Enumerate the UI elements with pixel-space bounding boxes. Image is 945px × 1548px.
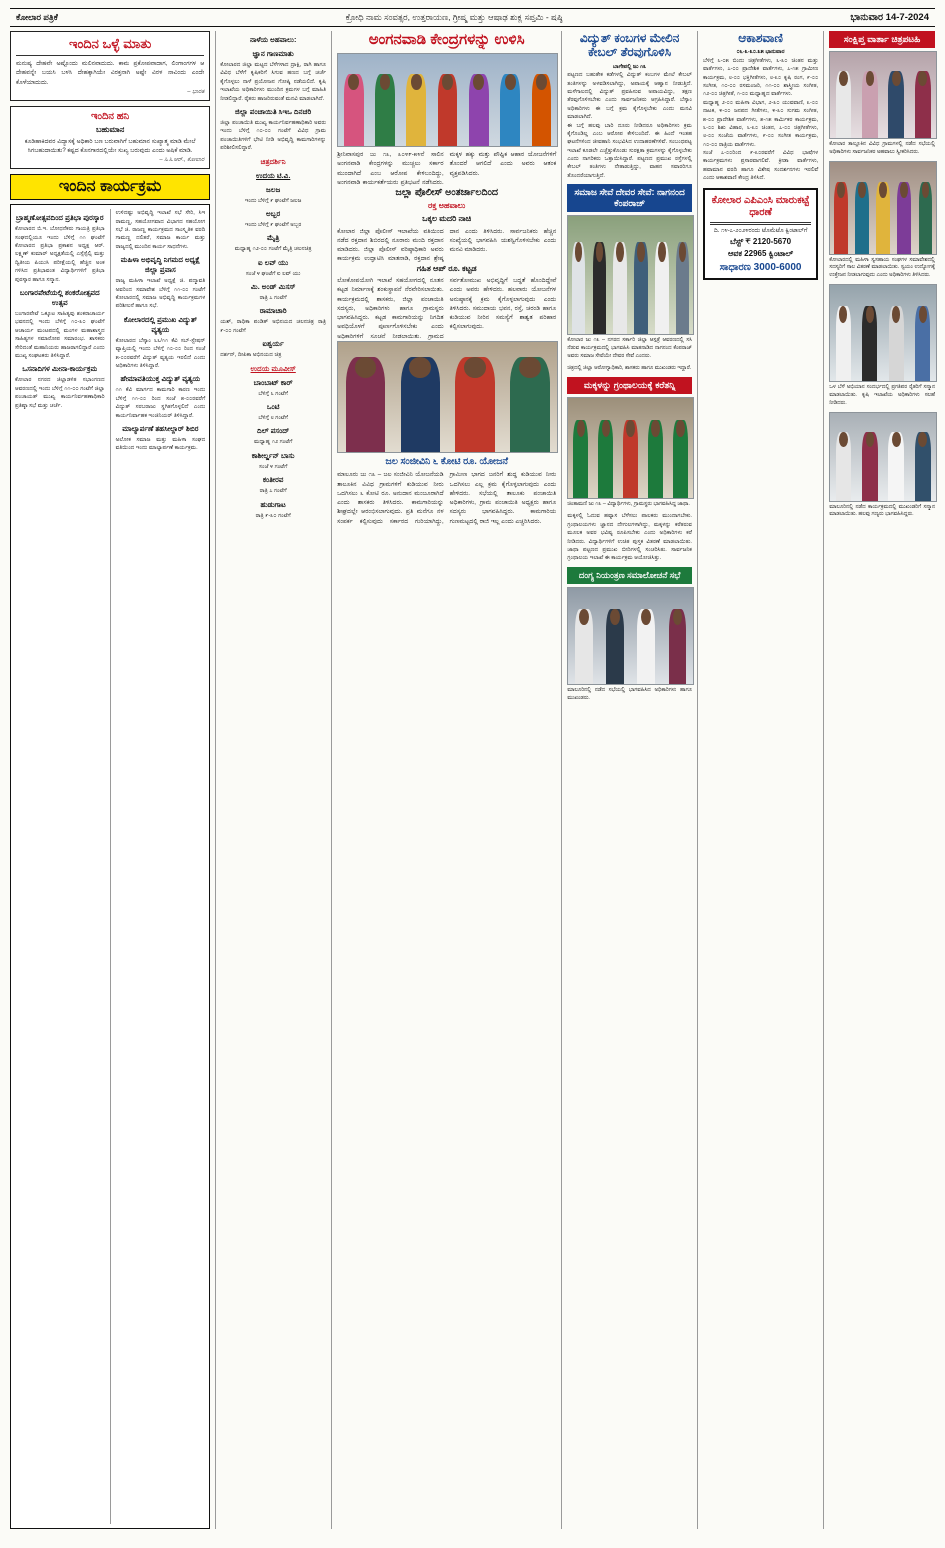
prog-body-2: ಬಂಗಾರಪೇಟೆ ಒಕ್ಕೂಟ ಸಾಹಿತ್ಯವು ಶಂಕರಾಚಾರ್ಯ ಭವನದಲ್ಲಿ ಇಂದು ಬೆಳಿಗ್ಗೆ ೧೦-೩೦ ಘಂಟೆಗೆ ಆಚಾರ್ಯ ಮಂಟಪದಲ್ಲಿ ಮಂಗಳ ಮಹಾಶಾಸ್ತ್ರದ ಸಾಹಿತ್ಯಗಳ ಸಮಾರೋಪ ಸಮಾರಂಭ. ಶಾಸಕರು ಸೇರಿದಂತೆ ಮಹಾನಿಯರು ಹಾಜರಾಗಲಿದ್ದಾರೆ ಎಂದು ಮುಖ್ಯ ಸಂಘಟಕರು ತಿಳಿಸಿದ್ದಾರೆ. <box>15 310 105 359</box>
listing-head-0: ನಾಳೆಯ ಅಹವಾಲು: <box>249 35 297 44</box>
photo-caption-2: ಚಿಂತಾಮಣಿ ಜು ೧೩ – ವಿದ್ಯಾರ್ಥಿಗಳು, ಗ್ರಾಮಸ್ಥರು ಭಾಗವಹಿಸಿದ್ದ ಜಾಥಾ. <box>567 500 690 507</box>
listing-head-5: ಮೈತ್ರಿ <box>266 233 280 243</box>
prog-body-7: ೧೧ ಕೆವಿ ಮಾರ್ಗದ ಕಾಮಗಾರಿ ಕಾರಣ ಇಂದು ಬೆಳಿಗ್ಗೆ ೧೧-೦೦ ರಿಂದ ಸಂಜೆ ೫-೦೦ರವರೆಗೆ ವಿದ್ಯುತ್ ಸರಬರಾಜು ಸ್ಥಗಿತಗೊಳ್ಳಲಿದೆ ಎಂದು ಕಾರ್ಯನಿರ್ವಾಹಕ ಇಂಜಿನಿಯರ್ ತಿಳಿಸಿದ್ದಾರೆ. <box>115 387 206 419</box>
column-main-story <box>331 31 556 1529</box>
listing-head-3: ಜಲಜ <box>266 184 281 194</box>
ad-price-avg: ಸಾಧಾರಣ 3000-6000 <box>719 261 802 273</box>
prog-head-2: ಬಂಗಾರಪೇಟೆಯಲ್ಲಿ ಶಂಕರೋತ್ಸವದ ಉತ್ಸವ <box>19 287 100 307</box>
listing-sub-2: ಉದಯ ಟಿ.ವಿ. <box>256 170 291 180</box>
sub-headline-2: ಗಹಿತ ಆಪ್ ರೂ. ಕಟ್ಟಡ <box>416 263 477 273</box>
photo-caption-3: ಮಾಲೂರಿನಲ್ಲಿ ನಡೆದ ಸಭೆಯಲ್ಲಿ ಭಾಗವಹಿಸಿದ ಅಧಿಕಾರಿಗಳು ಹಾಗೂ ಮುಖಂಡರು. <box>567 686 692 701</box>
photo-caption-1: ಕೋಲಾರ ಜು ೧೩ – ನಗರದ ಸರ್ಕಾರಿ ಜಿಲ್ಲಾ ಆಸ್ಪತ್ರೆ ಆವರಣದಲ್ಲಿ ಸಸಿ ನೆಡುವ ಕಾರ್ಯಕ್ರಮದಲ್ಲಿ ಭಾಗವಹಿಸಿ ಮಾತನಾಡಿದ ನಾಗನಂದ ಕೆಂಪರಾಜ್ ಅವರು ಸಮಾಜ ಸೇವೆಯೇ ದೇವರ ಸೇವೆ ಎಂದರು. <box>567 337 692 359</box>
page-grid <box>10 31 935 1529</box>
radio-body-2: ಮಧ್ಯಾಹ್ನ ೨-೦೦ ಮಹಿಳಾ ವಿಭಾಗ, ೨-೩೦ ಯುವವಾಣಿ, ೩-೦೦ ನಾಟಕ, ೪-೦೦ ಜನಪದ ಗೀತೆಗಳು, ೪-೩೦ ಸುಗಮ ಸಂಗೀತ, ೫-೦೦ ಪ್ರಾದೇಶಿಕ ವಾರ್ತೆಗಳು, ೫-೧೫ ಕಾರ್ಮಿಕರ ಕಾರ್ಯಕ್ರಮ, ೬-೦೦ ಶಿಶು ವಿಹಾರ, ೬-೩೦ ಚಿಂತನ, ೭-೦೦ ಚಿತ್ರಗೀತೆಗಳು, ೮-೦೦ ಸಂಜೆಯ ವಾರ್ತೆಗಳು, ೯-೦೦ ಸಂಗೀತ ಕಾರ್ಯಕ್ರಮ, ೧೦-೦೦ ರಾತ್ರಿಯ ವಾರ್ತೆಗಳು. <box>702 99 819 148</box>
radio-body-1: ಬೆಳಿಗ್ಗೆ ೬-೦೫ ಬಿಂದು ಚಿತ್ರಗೀತೆಗಳು, ೬-೩೦ ಚಿಂತನ ಮತ್ತು ವಾರ್ತೆಗಳು, ೭-೦೦ ಪ್ರಾದೇಶಿಕ ವಾರ್ತೆಗಳು, ೭-೧೫ ಗ್ರಾಮೀಣ ಕಾರ್ಯಕ್ರಮ, ೮-೦೦ ಭಕ್ತಿಗೀತೆಗಳು, ೮-೩೦ ಕೃಷಿ ರಂಗ, ೯-೦೦ ಸಂಗೀತ, ೧೦-೦೦ ರಸಮಂಜರಿ, ೧೧-೦೦ ಶಾಸ್ತ್ರೀಯ ಸಂಗೀತ, ೧೨-೦೦ ಚಿತ್ರಗೀತೆ, ೧-೦೦ ಮಧ್ಯಾಹ್ನದ ವಾರ್ತೆಗಳು. <box>702 57 819 98</box>
main-lead: ಶ್ರೀನಿವಾಸಪುರ ಜು ೧೩, ೩೦೪೯-೫೪ನೆ ಸಾಲಿನ ಅಂಗನವಾಡಿ ಕೇಂದ್ರಗಳನ್ನು ಮುಚ್ಚಲು ಸರ್ಕಾರ ಮುಂದಾಗಿದೆ ಎಂಬ ಆರೋಪ ಕೇಳಿಬಂದಿದ್ದು, ಅಂಗನವಾಡಿ ಕಾರ್ಯಕರ್ತೆಯರು ಪ್ರತಿಭಟನೆ ನಡೆಸಿದರು. ಮಕ್ಕಳ ಹಕ್ಕು ಮತ್ತು ಪೌಷ್ಟಿಕ ಆಹಾರ ಯೋಜನೆಗಳಿಗೆ ತೊಂದರೆ ಆಗಲಿದೆ ಎಂದು ಅವರು ಆತಂಕ ವ್ಯಕ್ತಪಡಿಸಿದರು. <box>337 151 557 186</box>
gallery-caption-2: ಕೋಲಾರದಲ್ಲಿ ಮಹಿಳಾ ಸ್ವಸಹಾಯ ಸಂಘಗಳ ಸಮಾವೇಶದಲ್ಲಿ ಸದಸ್ಯರಿಗೆ ಸಾಲ ವಿತರಣೆ ಮಾಡಲಾಯಿತು. ಸ್ವಯಂ ಉದ್ಯೋಗಕ್ಕೆ ಉತ್ತೇಜನ ನೀಡಲಾಗುವುದು ಎಂದು ಅಧಿಕಾರಿಗಳು ತಿಳಿಸಿದರು. <box>829 256 936 279</box>
masthead-almanac: ಕ್ರೋಧಿ ನಾಮ ಸಂವತ್ಸರ, ಉತ್ತರಾಯಣ, ಗ್ರೀಷ್ಮ ಮತ್ತು ಆಷಾಢ ಶುಕ್ಲ ಸಪ್ತಮಿ - ಷಷ್ಠಿ <box>345 12 563 22</box>
prog-head-8: ಮಾಲ್ಯಾರ್ಪಣೆ ತಹಸೀಲ್ದಾರ್ ಶಿಬಿರ <box>122 423 199 433</box>
photo-plantation <box>567 215 694 335</box>
dateline: ಬಾಗೇಪಲ್ಲಿ ಜು ೧೩ <box>612 63 647 70</box>
photo-figures <box>568 609 693 684</box>
column-photo-gallery <box>823 31 935 1529</box>
column-secondary <box>561 31 692 1529</box>
photo-figures <box>830 432 936 501</box>
programme-col-2 <box>110 209 206 1524</box>
divider <box>16 55 204 56</box>
masthead-title: ಕೋಲಾರ ಪತ್ರಿಕೆ <box>16 12 58 22</box>
prog-body-1: ಕೋಲಾರದ ಬಿ.ಇ. ಬೋಧನೆಕರು ಗಾಯತ್ರಿ ಪ್ರತಿಭಾ ಸಂಘದಲ್ಲಿಯೂ ಇಂದು ಬೆಳಿಗ್ಗೆ ೧೧ ಘಂಟೆಗೆ ಕೋಲಾರದ ಪ್ರತಿಭಾ ಪ್ರಕಾಶನ ಅಧ್ಯಕ್ಷ ಆರ್. ಲಕ್ಷ್ಮಣ್ ಕುಮಾರ್ ಅಧ್ಯಕ್ಷತೆಯಲ್ಲಿ ಎಸ್ಸೆಸ್ಸೆಲ್ಸಿ ಮತ್ತು ದ್ವಿತೀಯ ಪಿಯುಸಿ ಪರೀಕ್ಷೆಯಲ್ಲಿ ಹೆಚ್ಚಿನ ಅಂಕ ಗಳಿಸಿದ ಪ್ರತಿಭಾವಂತ ವಿದ್ಯಾರ್ಥಿಗಳಿಗೆ ಪ್ರತಿಭಾ ಪುರಸ್ಕಾರ ಹಾಗೂ ಸನ್ಮಾನ. <box>15 226 105 283</box>
apmc-price-ad <box>703 188 818 280</box>
droplet-text: ಕೂಡಿಹಾಕಿದವರ ವಿದ್ಯಾಸಕ್ಕೆ ಅಧಿಕಾರಿ ಬಣ ಬರುವಾಗಿಗೆ ಬಹುಮಾನ ಸುಖ್ಯಾತ್ಮ ಮಾಡಿ ಮೇಲೆ ಸಿಗಬಹುದಾಯಿತು? ಕಷ್ಟದ ಕೊನಗಾರದಲ್ಲಿಯೇ ಸುಖ್ಯ ಬರುವುದು ಎಂದು ಅಷಿಕೆ ಮಾಡಿ. <box>24 137 196 154</box>
prog-head-6: ಕೋಲಾರದಲ್ಲಿ ಪ್ರಮುಖ ವಿದ್ಯುತ್ ವ್ಯತ್ಯಯ <box>123 314 198 334</box>
main-body-3: ಮಾಲೂರು ಜು ೧೩ – ಜಲ ಸಂಜೀವಿನಿ ಯೋಜನೆಯಡಿ ತಾಲೂಕಿನ ವಿವಿಧ ಗ್ರಾಮಗಳಿಗೆ ಕುಡಿಯುವ ನೀರು ಒದಗಿಸಲು ೬ ಕೋಟಿ ರೂ. ಅನುದಾನ ಮಂಜೂರಾಗಿದೆ ಎಂದು ಶಾಸಕರು ತಿಳಿಸಿದರು. ಕಾಮಗಾರಿಯನ್ನು ಶೀಘ್ರದಲ್ಲೇ ಆರಂಭಿಸಲಾಗುವುದು. ಪ್ರತಿ ಮನೆಗೂ ನಳ ಸಂಪರ್ಕ ಕಲ್ಪಿಸುವುದು ಸರ್ಕಾರದ ಗುರಿಯಾಗಿದ್ದು, ಗ್ರಾಮೀಣ ಭಾಗದ ಜನರಿಗೆ ಶುದ್ಧ ಕುಡಿಯುವ ನೀರು ಒದಗಿಸಲು ಎಲ್ಲ ಕ್ರಮ ಕೈಗೊಳ್ಳಲಾಗುವುದು ಎಂದು ಹೇಳಿದರು. ಸಭೆಯಲ್ಲಿ ತಾಲೂಕು ಪಂಚಾಯಿತಿ ಅಧಿಕಾರಿಗಳು, ಗ್ರಾಮ ಪಂಚಾಯಿತಿ ಅಧ್ಯಕ್ಷರು ಹಾಗೂ ಸದಸ್ಯರು ಭಾಗವಹಿಸಿದ್ದರು. ಕಾಮಗಾರಿಯ ಗುಣಮಟ್ಟದಲ್ಲಿ ರಾಜಿ ಇಲ್ಲ ಎಂದು ಎಚ್ಚರಿಸಿದರು. <box>337 471 557 525</box>
secondary-body-2: ಈ ಬಗ್ಗೆ ಹಲವು ಬಾರಿ ದೂರು ನೀಡಿದರೂ ಅಧಿಕಾರಿಗಳು ಕ್ರಮ ಕೈಗೊಂಡಿಲ್ಲ ಎಂಬ ಆರೋಪ ಕೇಳಿಬಂದಿದೆ. ಈ ಹಿಂದೆ ಇಂತಹ ಘಟನೆಗಳಿಂದ ಜೀವಹಾನಿ ಸಂಭವಿಸಿದ ಉದಾಹರಣೆಗಳಿವೆ. ಸಂಬಂಧಪಟ್ಟ ಇಲಾಖೆ ಕೂಡಲೇ ಎಚ್ಚೆತ್ತುಕೊಂಡು ಸುರಕ್ಷತಾ ಕ್ರಮಗಳನ್ನು ಕೈಗೊಳ್ಳಬೇಕು ಎಂದು ನಾಗರಿಕರು ಒತ್ತಾಯಿಸಿದ್ದಾರೆ. ಪಟ್ಟಣದ ಪ್ರಮುಖ ರಸ್ತೆಗಳಲ್ಲಿ ಕೇಬಲ್ ತಂತಿಗಳು ನೇತಾಡುತ್ತಿದ್ದು, ವಾಹನ ಸವಾರರಿಗೂ ತೊಂದರೆಯಾಗುತ್ತಿದೆ. <box>567 122 692 179</box>
prog-head-7: ಹೇಮಾವತಿಯುಕ್ತ ವಿದ್ಯುತ್ ವ್ಯತ್ಯಯ <box>120 374 201 384</box>
column-left <box>10 31 210 1529</box>
ad-price-best: ಬೆಸ್ಟ್ ₹ 2120-5670 <box>730 236 792 246</box>
listing-body-4: ಇಂದು ಬೆಳಿಗ್ಗೆ ೯ ಘಂಟೆಗೆ ಅಬ್ಬರ <box>244 221 302 228</box>
listing-body-1: ಜಿಲ್ಲಾ ಪಂಚಾಯಿತಿ ಮುಖ್ಯ ಕಾರ್ಯನಿರ್ವಹಣಾಧಿಕಾರಿ ಅವರು ಇಂದು ಬೆಳಿಗ್ಗೆ ೧೦-೦೦ ಗಂಟೆಗೆ ವಿವಿಧ ಗ್ರಾಮ ಪಂಚಾಯಿತಿಗಳಿಗೆ ಭೇಟಿ ನೀಡಿ ಅಭಿವೃದ್ಧಿ ಕಾಮಗಾರಿಗಳನ್ನು ಪರಿಶೀಲಿಸಲಿದ್ದಾರೆ. <box>220 119 327 152</box>
main-body-1: ಕೋಲಾರ ಜಿಲ್ಲಾ ಪೊಲೀಸ್ ಇಲಾಖೆಯ ವತಿಯಿಂದ ನಡೆದ ರಕ್ತದಾನ ಶಿಬಿರದಲ್ಲಿ ನೂರಾರು ಮಂದಿ ರಕ್ತದಾನ ಮಾಡಿದರು. ಜಿಲ್ಲಾ ಪೊಲೀಸ್ ವರಿಷ್ಠಾಧಿಕಾರಿ ಅವರು ಕಾರ್ಯಕ್ರಮ ಉದ್ಘಾಟಿಸಿ ಮಾತನಾಡಿ, ರಕ್ತದಾನ ಶ್ರೇಷ್ಠ ದಾನ ಎಂದು ತಿಳಿಸಿದರು. ಸಾರ್ವಜನಿಕರು ಹೆಚ್ಚಿನ ಸಂಖ್ಯೆಯಲ್ಲಿ ಭಾಗವಹಿಸಿ ಯಶಸ್ವಿಗೊಳಿಸಬೇಕು ಎಂದು ಮನವಿ ಮಾಡಿದರು. <box>337 227 557 263</box>
listing-body-0: ಕೋಲಾರದ ಜಿಲ್ಲಾ ಮಟ್ಟದ ಬೆಳೆಗಳಾದ ದ್ರಾಕ್ಷಿ, ರಾಗಿ ಹಾಗೂ ವಿವಿಧ ಬೆಳೆಗೆ ಕೃಷಿಕರಿಗೆ ಸಿಗುವ ಹಣದ ಬಗ್ಗೆ ಚರ್ಚೆ ಕೈಗೊಳ್ಳಲು ನಾಳೆ ಪ್ರಯೋಜನ ಗೋಷ್ಠಿ ನಡೆಯಲಿದೆ. ಕೃಷಿ ಇಲಾಖೆಯ ಅಧಿಕಾರಿಗಳು ಮುಂದಿನ ಕ್ರಮಗಳ ಬಗ್ಗೆ ಮಾಹಿತಿ ನೀಡಲಿದ್ದಾರೆ. ರೈತರು ಹಾಜರಿರುವಂತೆ ಮನವಿ ಮಾಡಲಾಗಿದೆ. <box>220 62 327 102</box>
secondary-body-4: ಮಕ್ಕಳಲ್ಲಿ ಓದುವ ಹವ್ಯಾಸ ಬೆಳೆಸಲು ಪಾಲಕರು ಮುಂದಾಗಬೇಕು. ಗ್ರಂಥಾಲಯಗಳು ಜ್ಞಾನದ ದೇಗುಲಗಳಾಗಿದ್ದು, ಮಕ್ಕಳನ್ನು ಕರೆತರುವ ಮೂಲಕ ಅವರ ಭವಿಷ್ಯ ರೂಪಿಸಬೇಕು ಎಂದು ಅಧಿಕಾರಿಗಳು ಕರೆ ನೀಡಿದರು. ವಿದ್ಯಾರ್ಥಿಗಳಿಗೆ ಉಚಿತ ಪುಸ್ತಕ ವಿತರಣೆ ಮಾಡಲಾಯಿತು. ಜಾಥಾ ಪಟ್ಟಣದ ಪ್ರಮುಖ ಬೀದಿಗಳಲ್ಲಿ ಸಂಚರಿಸಿತು. ಸಾರ್ವಜನಿಕ ಗ್ರಂಥಾಲಯ ಇಲಾಖೆ ಈ ಕಾರ್ಯಕ್ರಮ ಆಯೋಜಿಸಿತ್ತು. <box>567 513 692 562</box>
listing-sub-0: ಜ್ಞಾನ ಗಾಣಮಾತು <box>252 49 294 58</box>
listing-head-14: ಕಾಶೀರ್ಲ್ಡನ್ ಬಾಸು <box>251 450 295 460</box>
photo-gallery-1 <box>829 51 937 139</box>
secondary-headline: ವಿದ್ಯುತ್ ಕಂಬಗಳ ಮೇಲಿನ ಕೇಬಲ್ ತೆರವುಗೊಳಿಸಿ <box>579 31 680 60</box>
listing-head-10: ಉದಯ ಮೂವೀಸ್ <box>250 363 296 373</box>
listing-head-16: ಹುಡುಗಾಟ <box>260 499 286 509</box>
gallery-banner: ಸಂಕ್ಷಿಪ್ತ ವಾರ್ತಾ ಚಿತ್ರಪಟಹಿ <box>829 31 935 48</box>
listing-head-4: ಅಬ್ಬರ <box>266 208 281 218</box>
listing-body-9: ದರ್ಶನ್, ದೀಪಿಕಾ ಅಭಿನಯದ ಚಿತ್ರ <box>220 352 282 359</box>
listing-body-6: ಸಂಜೆ ೪ ಘಂಟೆಗೆ ಐ ಲವ್ ಯು <box>245 270 301 277</box>
ad-arrival: ಆವಕ 22965 ಕ್ವಿಂಟಾಲ್ <box>727 248 794 258</box>
prog-head-1: ಬ್ರಾಹ್ಮಣೋತ್ಸವದಿಂದ ಪ್ರತಿಭಾ ಪುರಸ್ಕಾರ <box>15 213 104 223</box>
masthead <box>10 8 935 27</box>
ad-title: ಕೋಲಾರ ಎಪಿಎಂಸಿ ಮಾರುಕಟ್ಟೆ ಧಾರಣೆ <box>711 194 810 218</box>
listing-head-1: ಜಿಲ್ಲಾ ಪಂಚಾಯಿತಿ ಸಿಇಒ ದಿನಚರಿ <box>235 106 312 116</box>
listing-body-11: ಬೆಳಿಗ್ಗೆ ೬ ಗಂಟೆಗೆ <box>258 390 288 397</box>
ad-line-1: ದಿ. ೧೪-೭-೨೦೨೪ರಂದು ಟೊಮೆಟೊ ಕ್ವಿಂಟಾಲ್‌ಗೆ <box>713 227 808 234</box>
photo-women-group <box>337 341 558 453</box>
prog-body-5: ರಾಜ್ಯ ಮಹಿಳಾ ಇಲಾಖೆ ಅಧ್ಯಕ್ಷೆ ಜಿ. ಪದ್ಮಾವತಿ ಅವರಿಂದ ಸಮಾವೇಶ ಬೆಳಿಗ್ಗೆ ೧೧-೦೦ ಗಂಟೆಗೆ ಕೋಲಾರದಲ್ಲಿ ಸಮಾಜ ಅಭಿವೃದ್ಧಿ ಕಾರ್ಯಕ್ರಮಗಳ ಪರಿಶೀಲನೆ ಹಾಗೂ ಸಭೆ. <box>115 278 206 310</box>
radio-headline: ಆಕಾಶವಾಣಿ <box>738 31 783 45</box>
banner-meeting: ದಂಗ್ಯ ನಿಯಂತ್ರಣ ಸಮಾಲೋಚನೆ ಸಭೆ <box>567 567 692 584</box>
prog-body-8: ಅಲೋಕ ಸಮಾಜ ಮತ್ತು ಮಹಿಳಾ ಸಂಘದ ವತಿಯಿಂದ ಇಂದು ಮಾಲ್ಯಾರ್ಪಣೆ ಕಾರ್ಯಕ್ರಮ. <box>115 436 206 452</box>
photo-figures <box>568 242 693 334</box>
listing-body-14: ಸಂಜೆ ೪ ಗಂಟೆಗೆ <box>259 463 288 470</box>
radio-body-3: ಸಂಜೆ ೭-೦೦ರಿಂದ ೯-೩೦ರವರೆಗೆ ವಿವಿಧ ಭಾಷೆಗಳ ಕಾರ್ಯಕ್ರಮಗಳು ಪ್ರಸಾರವಾಗಲಿವೆ. ಕ್ರೀಡಾ ವಾರ್ತೆಗಳು, ಹವಾಮಾನ ವರದಿ ಹಾಗೂ ವಿಶೇಷ ಸಂದರ್ಶನಗಳು ಇರಲಿವೆ ಎಂದು ಆಕಾಶವಾಣಿ ಕೇಂದ್ರ ತಿಳಿಸಿದೆ. <box>702 150 819 182</box>
photo-anganwadi <box>337 53 558 147</box>
listing-body-8: ಯಶ್, ರಾಧಿಕಾ ಪಂಡಿತ್ ಅಭಿನಯದ ಚಲನಚಿತ್ರ ರಾತ್ರಿ ೯-೦೦ ಗಂಟೆಗೆ <box>220 319 327 334</box>
prog-body-4: ಉಳಿದಷ್ಟು ಅಭಿವೃದ್ಧಿ ಇಲಾಖೆ ಸಭೆ ಸೇರಿ, ಸಿಇ ರಾಮಣ್ಣ, ಸಹಯೋಗವಾದ ವಿಭಾಗದ ಸಹಯೋಗ ಸಭೆ ಜಿ. ರಾಜಣ್ಣ ಕಾರ್ಯಕ್ರಮದ ಸಾಂಸ್ಕೃತಿಕ ವರದಿ ಗಾಮಣ್ಣ ದಲಿತರೆ, ಸಮಾಜ ಕಾರ್ಯ ಮತ್ತು ರಾಜ್ಯದಲ್ಲಿ ಮುಂದಿನ ಕಾರ್ಯ ಸಾಧನೆಗಳು. <box>115 210 206 250</box>
listing-head-13: ದಿಲ್ ಪಸಂದ್ <box>257 426 290 436</box>
listing-head-12: ಒಂಟಿ <box>266 402 280 412</box>
prog-head-5: ಮಹಿಳಾ ಅಭಿವೃದ್ಧಿ ನಿಗಮದ ಅಧ್ಯಕ್ಷೆ ಜಿಲ್ಲಾ ಪ್ರವಾಸ <box>120 255 201 275</box>
photo-figures <box>830 306 936 381</box>
column-radio <box>697 31 818 1529</box>
masthead-date: ಭಾನುವಾರ 14-7-2024 <box>850 12 929 23</box>
main-headline: ಅಂಗನವಾಡಿ ಕೇಂದ್ರಗಳನ್ನು ಉಳಿಸಿ <box>368 31 525 48</box>
secondary-body-1: ಪಟ್ಟಣದ ಬಹುತೇಕ ಕಡೆಗಳಲ್ಲಿ ವಿದ್ಯುತ್ ಕಂಬಗಳ ಮೇಲೆ ಕೇಬಲ್ ತಂತಿಗಳನ್ನು ಅಳವಡಿಸಲಾಗಿದ್ದು, ಅಪಾಯಕ್ಕೆ ಆಹ್ವಾನ ನೀಡುತ್ತಿದೆ. ಮಳೆಗಾಲದಲ್ಲಿ ವಿದ್ಯುತ್ ಪ್ರವಹಿಸುವ ಅಪಾಯವಿದ್ದು, ತಕ್ಷಣ ತೆರವುಗೊಳಿಸಬೇಕು ಎಂದು ಸಾರ್ವಜನಿಕರು ಆಗ್ರಹಿಸಿದ್ದಾರೆ. ಬೆಸ್ಕಾಂ ಅಧಿಕಾರಿಗಳು ಈ ಬಗ್ಗೆ ಕ್ರಮ ಕೈಗೊಳ್ಳಬೇಕು ಎಂದು ಮನವಿ ಮಾಡಲಾಗಿದೆ. <box>567 72 692 121</box>
droplet-subtitle: ಬಹುಮಾನ <box>95 124 125 134</box>
listing-body-12: ಬೆಳಿಗ್ಗೆ ೮ ಗಂಟೆಗೆ <box>258 415 288 422</box>
photo-figures <box>338 74 557 146</box>
listing-head-7: ಮಿ. ಅಂಡ್ ಮಿಸಸ್ <box>250 282 296 292</box>
listing-head-11: ಬಾಂಬಾಟ್ ಕಾರ್ <box>253 377 293 387</box>
sub-headline-1b: ರಕ್ತ ಅಹವಾಲು <box>428 201 466 211</box>
good-word-title: ಇಂದಿನ ಒಳ್ಳೆ ಮಾತು <box>69 36 152 51</box>
prog-body-3: ಕೋಲಾರ ನಗರದ ಜಿಲ್ಲಾಡಳಿತ ಸಭಾಂಗಣದ ಆವರಣದಲ್ಲಿ ಇಂದು ಬೆಳಿಗ್ಗೆ ೧೧-೦೦ ಗಂಟೆಗೆ ಜಿಲ್ಲಾ ಪಂಚಾಯತ್ ಮುಖ್ಯ ಕಾರ್ಯನಿರ್ವಹಣಾಧಿಕಾರಿ ಪ್ರತಿಷ್ಠಾ ಸಭೆ ಮತ್ತು ಚರ್ಚೆ. <box>15 377 105 409</box>
listing-head-6: ಐ ಲವ್ ಯು <box>258 257 289 267</box>
listing-head-2: ಚಿತ್ರದರ್ಶಿನಿ <box>260 156 286 166</box>
listing-body-13: ಮಧ್ಯಾಹ್ನ ೧೨ ಗಂಟೆಗೆ <box>254 439 293 446</box>
divider <box>710 222 811 225</box>
listing-body-3: ಇಂದು ಬೆಳಿಗ್ಗೆ ೯ ಘಂಟೆಗೆ ಜಲಜ <box>244 197 302 204</box>
programme-col-1 <box>15 209 105 1524</box>
banner-library: ಮಕ್ಕಳನ್ನು ಗ್ರಂಥಾಲಯಕ್ಕೆ ಕರೆತನ್ನಿ <box>567 377 692 394</box>
gallery-caption-1: ಕೋಲಾರ ತಾಲ್ಲೂಕಿನ ವಿವಿಧ ಗ್ರಾಮಗಳಲ್ಲಿ ನಡೆದ ಸಭೆಯಲ್ಲಿ ಅಧಿಕಾರಿಗಳು ಸಾರ್ವಜನಿಕರ ಅಹವಾಲು ಸ್ವೀಕರಿಸಿದರು. <box>829 141 936 155</box>
listing-head-9: ಐಶ್ವರ್ಯ <box>262 339 284 349</box>
photo-gallery-4 <box>829 412 937 502</box>
sub-headline-1: ಜಲ್ಲಾ ಪೊಲೀಸ್ ಅಂತರ್ಜಾಲದಿಂದ <box>395 187 498 198</box>
photo-caption-1b: ಚಿತ್ರದಲ್ಲಿ ಜಿಲ್ಲಾ ಆರೋಗ್ಯಾಧಿಕಾರಿ, ಶಾಸಕರು ಹಾಗೂ ಮುಖಂಡರು ಇದ್ದಾರೆ. <box>567 364 692 371</box>
listing-body-7: ರಾತ್ರಿ ೭ ಗಂಟೆಗೆ <box>259 295 287 302</box>
column-tv-listings <box>215 31 326 1529</box>
good-word-box <box>10 31 210 101</box>
droplet-title: ಇಂದಿನ ಹನಿ <box>91 110 130 122</box>
good-word-sign: – ಭಾರತ <box>187 88 205 95</box>
listing-body-5: ಮಧ್ಯಾಹ್ನ ೧೨-೦೦ ಗಂಟೆಗೆ ಮೈತ್ರಿ ಚಲನಚಿತ್ರ <box>234 246 312 253</box>
listing-body-16: ರಾತ್ರಿ ೯-೩೦ ಗಂಟೆಗೆ <box>255 512 291 519</box>
photo-figures <box>338 357 557 452</box>
sub-headline-3: ಜಲ ಸಂಜೀವಿನಿ ೬ ಕೋಟಿ ರೂ. ಯೋಜನೆ <box>385 455 509 467</box>
photo-meeting <box>567 587 694 685</box>
photo-figures <box>568 420 693 498</box>
gallery-caption-4: ಮಾಲೂರಿನಲ್ಲಿ ನಡೆದ ಕಾರ್ಯಕ್ರಮದಲ್ಲಿ ಮುಖಂಡರಿಗೆ ಸನ್ಮಾನ ಮಾಡಲಾಯಿತು. ಹಲವು ಗಣ್ಯರು ಭಾಗವಹಿಸಿದ್ದರು. <box>829 503 936 518</box>
gallery-caption-3: ಒಳ ಬೆಳೆ ಅಭಿಯಾನ ಸಂದರ್ಭದಲ್ಲಿ ಪ್ರಗತಿಪರ ರೈತರಿಗೆ ಸನ್ಮಾನ ಮಾಡಲಾಯಿತು. ಕೃಷಿ ಇಲಾಖೆಯ ಅಧಿಕಾರಿಗಳು ಸಲಹೆ ನೀಡಿದರು. <box>829 384 936 406</box>
programme-box <box>10 204 210 1529</box>
droplet-sign: – ಸಿ.ಸಿ.ಆರ್., ಕೋಲಾರ <box>159 157 205 164</box>
main-body-2: ಲೋಕೋಪಯೋಗಿ ಇಲಾಖೆ ಸಹಯೋಗದಲ್ಲಿ ನೂತನ ಕಟ್ಟಡ ನಿರ್ಮಾಣಕ್ಕೆ ಶಂಕುಸ್ಥಾಪನೆ ನೆರವೇರಿಸಲಾಯಿತು. ಕಾರ್ಯಕ್ರಮದಲ್ಲಿ ಶಾಸಕರು, ಜಿಲ್ಲಾ ಪಂಚಾಯಿತಿ ಸದಸ್ಯರು, ಅಧಿಕಾರಿಗಳು ಹಾಗೂ ಗ್ರಾಮಸ್ಥರು ಭಾಗವಹಿಸಿದ್ದರು. ಕಟ್ಟಡ ಕಾಮಗಾರಿಯನ್ನು ನಿಗದಿತ ಅವಧಿಯೊಳಗೆ ಪೂರ್ಣಗೊಳಿಸಬೇಕು ಎಂದು ಅಧಿಕಾರಿಗಳಿಗೆ ಸೂಚನೆ ನೀಡಲಾಯಿತು. ಗ್ರಾಮದ ಸರ್ವತೋಮುಖ ಅಭಿವೃದ್ಧಿಗೆ ಬದ್ಧತೆ ಹೊಂದಿದ್ದೇವೆ ಎಂದು ಅವರು ಹೇಳಿದರು. ಹಲವಾರು ಯೋಜನೆಗಳ ಅನುಷ್ಠಾನಕ್ಕೆ ಕ್ರಮ ಕೈಗೊಳ್ಳಲಾಗುವುದು ಎಂದು ತಿಳಿಸಿದರು. ಸಮುದಾಯ ಭವನ, ರಸ್ತೆ, ಚರಂಡಿ ಹಾಗೂ ಕುಡಿಯುವ ನೀರಿನ ಸಮಸ್ಯೆಗೆ ಶಾಶ್ವತ ಪರಿಹಾರ ಕಲ್ಪಿಸಲಾಗುವುದು. <box>337 277 557 340</box>
good-word-text: ಮನುಷ್ಯ ದೇಹವೇ ಅಷ್ಟೊಂದು ಮಲಿನವಾದುದು. ಕಾಮ ಪ್ರಕೋಪವಾದಾಗ, ಲಿಂಗಾಂಗಗಳ ಆ ದೇಹವನ್ನೇ ಬಯಸಿ ಬಳಸಿ ದೇಹಕ್ಕಾಗಿಯೇ ವಿರಕ್ತನಾಗಿ ಅಷ್ಟೇ ವಿರಳ ನಾವಿಂದು ಎಂದೇ ಕೊಳೆಯಾದುದು. <box>16 60 205 86</box>
listing-head-15: ಕಂತೀರವ <box>262 475 284 485</box>
droplet-box <box>10 106 210 170</box>
photo-gallery-3 <box>829 284 937 382</box>
sub-headline-1c: ಒಕ್ಕಲ ಮದರಿ ನಾಚಿ <box>422 213 472 223</box>
photo-figures <box>830 71 936 138</box>
prog-head-3: ಒಸನಾದಿಗಳ ಮೀನಾ-ಕಾರ್ಯಕ್ರಮ <box>22 364 98 374</box>
prog-body-6: ಕೋಲಾರದ ಬೆಸ್ಕಾಂ ೬೬/೧೧ ಕೆವಿ ಸಬ್-ಸ್ಟೇಷನ್ ವ್ಯಾಪ್ತಿಯಲ್ಲಿ ಇಂದು ಬೆಳಿಗ್ಗೆ ೧೦-೦೦ ರಿಂದ ಸಂಜೆ ೫-೦೦ರವರೆಗೆ ವಿದ್ಯುತ್ ವ್ಯತ್ಯಯ ಇರಲಿದೆ ಎಂದು ಅಧಿಕಾರಿಗಳು ತಿಳಿಸಿದ್ದಾರೆ. <box>115 337 206 369</box>
listing-head-8: ರಾಮಾಚಾರಿ <box>259 306 287 316</box>
banner-social-service: ಸಮಾಜ ಸೇವೆ ದೇವರ ಸೇವೆ: ನಾಗನಂದ ಕೆಂಪರಾಜ್ <box>567 184 692 212</box>
photo-figures <box>830 182 936 254</box>
listing-body-15: ರಾತ್ರಿ ೭ ಗಂಟೆಗೆ <box>259 488 287 495</box>
photo-library-rally <box>567 397 694 499</box>
radio-times: ೦೬-೩-೩೦.೩೫ ಭಾನುವಾರ <box>736 49 785 56</box>
programme-banner: ಇಂದಿನ ಕಾರ್ಯಕ್ರಮ <box>10 174 210 200</box>
photo-gallery-2 <box>829 161 937 255</box>
